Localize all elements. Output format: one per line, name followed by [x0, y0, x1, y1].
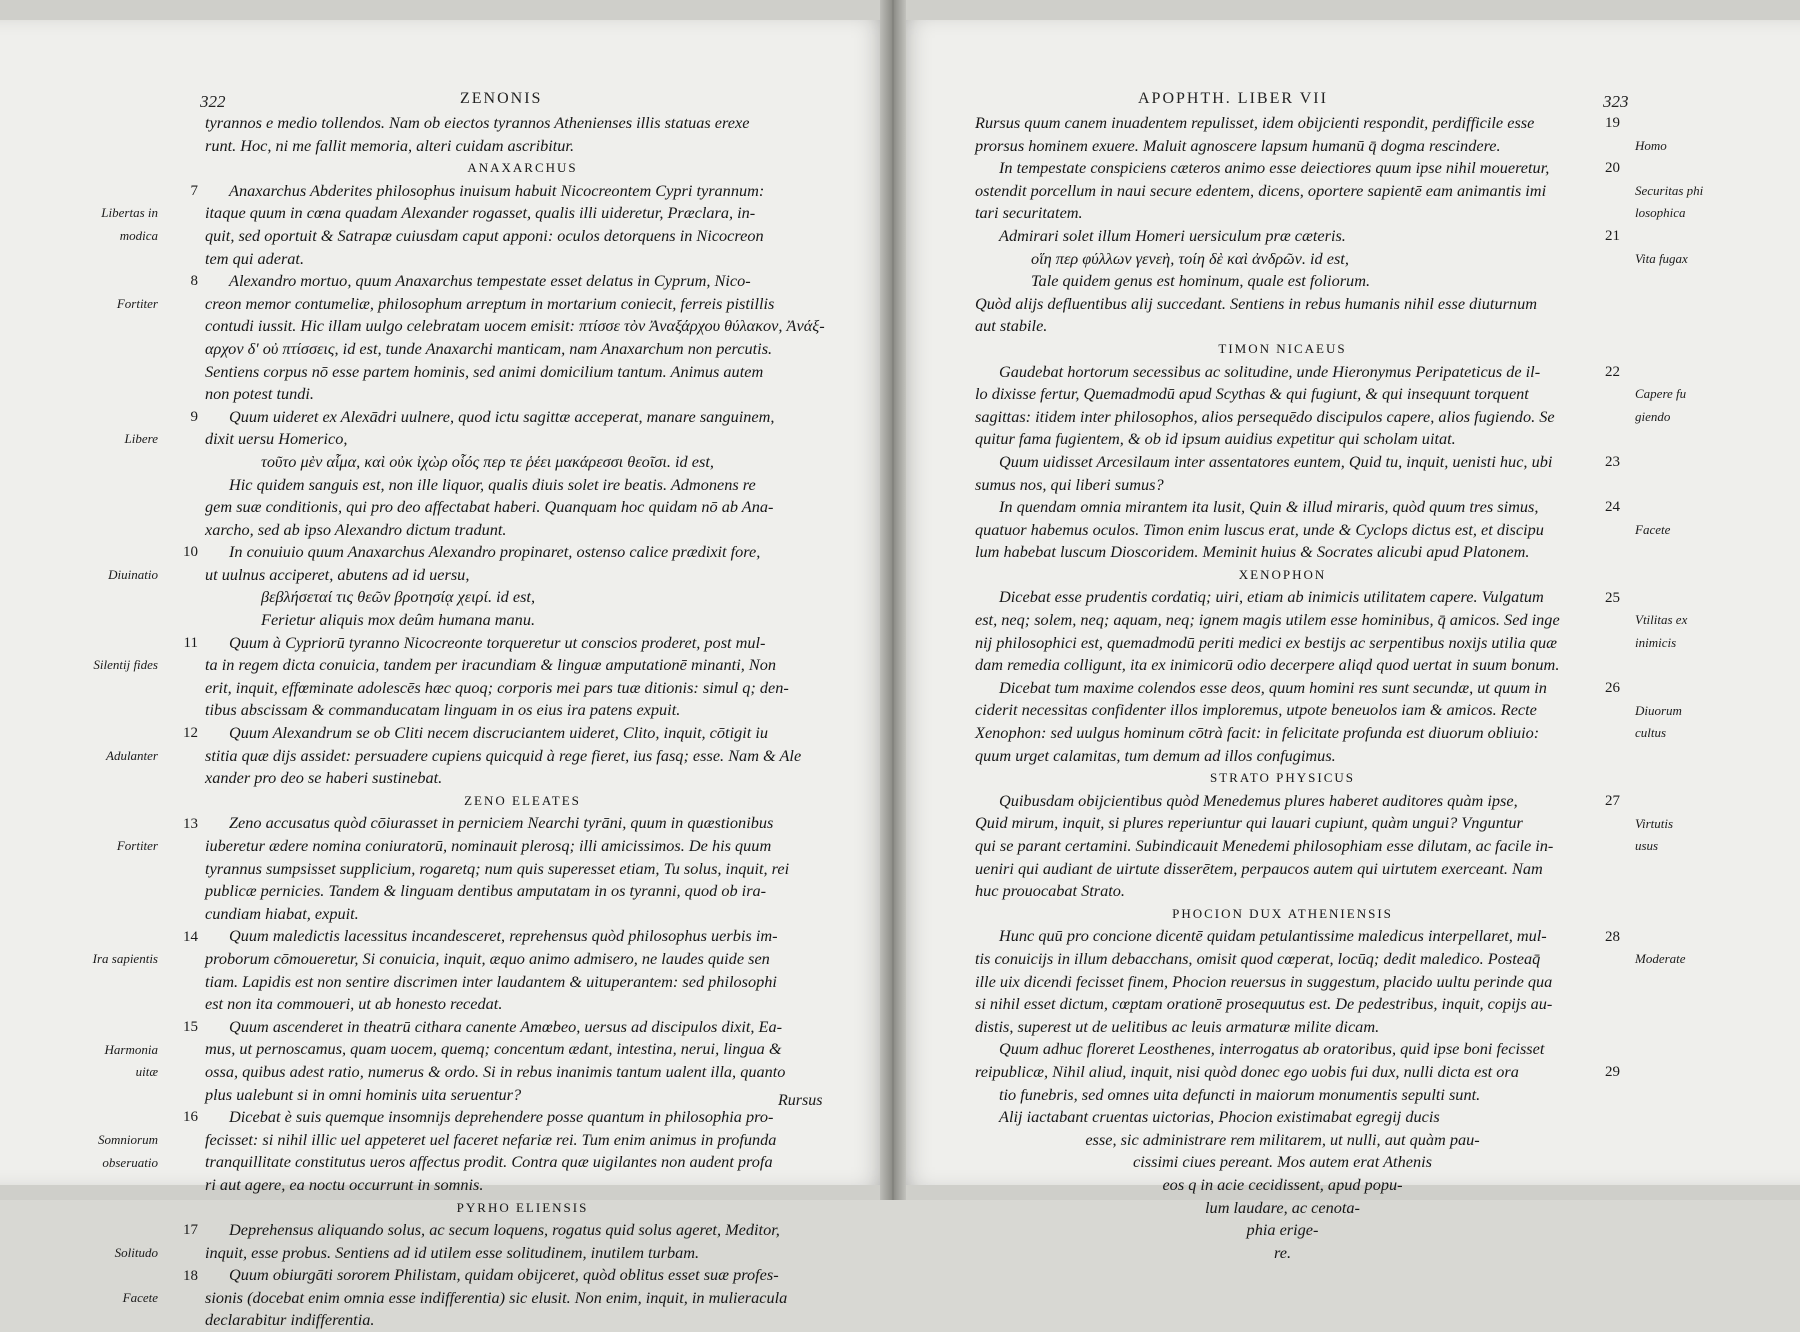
text-line: Hic quidem sanguis est, non ille liquor, qualis diuis solet ire beatis. Admonens re: [229, 474, 756, 494]
text-line: Sentiens corpus nō esse partem hominis, sed animi domicilium tantum. Animus autem: [205, 361, 764, 381]
text-line: Quum uideret ex Alexādri uulnere, quod ictu sagittæ acceperat, manare sanguinem,: [229, 406, 775, 426]
text-line: cissimi ciues pereant. Mos autem erat Athenis: [1133, 1152, 1432, 1172]
section-number: 29: [1605, 1064, 1620, 1081]
text-line: mus, ut pernoscamus, quam uocem, quemq; concentum ædant, intestina, nerui, lingua &: [205, 1039, 782, 1059]
text-line: Hunc quū pro concione dicentē quidam petulantissime maledicus interpellaret, mul-: [999, 926, 1547, 946]
section-number: 7: [190, 182, 198, 199]
text-line: Zeno accusatus quòd cōiurasset in perniciem Nearchi tyrāni, quum in quæstionibus: [229, 813, 774, 833]
margin-note: Moderate: [1635, 951, 1686, 967]
text-line: quatuor habemus oculos. Timon enim luscus erat, unde & Cyclops dictus est, et discipu: [975, 519, 1544, 539]
margin-note: Diuorum: [1635, 702, 1682, 718]
section-number: 27: [1605, 793, 1620, 809]
text-line: prorsus hominem exuere. Maluit agnoscere lapsum humanū q̄ dogma rescindere.: [975, 135, 1501, 155]
text-line: Xenophon: sed uulgus hominum cōtrà facit: in felicitate profunda est diuorum obliuio:: [975, 723, 1540, 743]
text-line: sionis (docebat enim omnia esse indifferentia) sic elusit. Non enim, inquit, in mulieracula: [205, 1287, 788, 1307]
text-line: quitur fama fugientem, & ob id ipsum auidius expetitur qui scholam uitat.: [975, 429, 1456, 449]
text-line: tibus abscissam & commanducatam linguam in os eius ira patens expuit.: [205, 700, 681, 720]
text-line: nij philosophici est, quemadmodū periti medici ex bestijs ac serpentibus noxijs utilia quæ: [975, 632, 1557, 652]
section-number: 21: [1605, 228, 1620, 244]
text-line: plus ualebunt si in omni hominis uita seruentur?: [205, 1084, 522, 1104]
text-line: inquit, esse probus. Sentiens ad id utilem esse solitudinem, inutilem turbam.: [205, 1242, 700, 1262]
margin-note: Harmonia: [104, 1041, 158, 1057]
margin-note: Securitas phi: [1635, 182, 1704, 198]
text-line: lum habebat luscum Dioscoridem. Meminit huius & Socrates alicubi apud Platonem.: [975, 542, 1530, 562]
margin-note: Somniorum: [98, 1132, 158, 1147]
section-number: 14: [183, 928, 198, 945]
margin-note: Facete: [122, 1290, 158, 1306]
text-line: Ferietur aliquis mox deûm humana manu.: [261, 610, 536, 630]
text-line: Alij iactabant cruentas uictorias, Phocion existimabat egregij ducis: [999, 1107, 1440, 1127]
text-line: tiam. Lapidis est non sentire discrimen inter laudantem & uituperantem: sed philosophi: [205, 971, 777, 991]
text-line: eos q in acie cecidissent, apud popu-: [1162, 1174, 1403, 1194]
text-line: aut stabile.: [975, 316, 1048, 336]
text-line: tio funebris, sed omnes uita defuncti in maiorum monumentis sepulti sunt.: [999, 1084, 1481, 1104]
catchword: Rursus: [778, 1092, 823, 1109]
margin-note: Vtilitas ex: [1635, 612, 1688, 628]
text-line: declarabitur indifferentia.: [205, 1310, 375, 1330]
text-line: ostendit porcellum in naui secure edentem, dicens, oportere sapientē eam animantis imi: [975, 180, 1547, 200]
running-head: ZENONIS: [460, 90, 543, 107]
page-number: 322: [200, 92, 226, 111]
margin-note: Libertas in: [101, 205, 158, 221]
margin-note: obseruatio: [102, 1154, 158, 1170]
margin-note: losophica: [1635, 205, 1686, 221]
text-line: In quendam omnia mirantem ita lusit, Quin & illud miraris, quòd quum tres simus,: [999, 497, 1539, 517]
text-line: ciderit necessitas confidenter illos imploremus, utpote beneuolos iam & amicos. Recte: [975, 700, 1537, 720]
section-number: 11: [183, 634, 198, 651]
section-number: 18: [183, 1267, 198, 1284]
text-line: distis, superest ut de uelitibus ac leuis armaturæ milite dicam.: [975, 1016, 1380, 1036]
text-line: est non ita commoueri, ut ab honesto recedat.: [205, 994, 503, 1014]
margin-note: Vita fugax: [1635, 250, 1688, 266]
text-line: huc prouocabat Strato.: [975, 881, 1125, 901]
text-line: dixit uersu Homerico,: [205, 429, 348, 449]
text-line: Quum à Cypriorū tyranno Nicocreonte torqueretur ut conscios proderet, post mul-: [229, 632, 766, 652]
book-gutter: [880, 0, 906, 1200]
text-line: proborum cōmoueretur, Si conuicia, inquit, æquo animo admisero, ne laudes quide sen: [205, 948, 770, 968]
text-line: xarcho, sed ab ipso Alexandro dictum tradunt.: [205, 519, 507, 539]
text-line: tyrannos e medio tollendos. Nam ob eiectos tyrannos Athenienses illis statuas erexe: [205, 113, 750, 132]
text-line: Quum maledictis lacessitus incandesceret, reprehensus quòd philosophus uerbis im-: [229, 926, 778, 946]
margin-note: Facete: [1635, 521, 1671, 537]
text-line: tis conuicijs in illum debacchans, omisit quod cœperat, locūq; dedit maledico. Posteaq̄: [975, 948, 1541, 968]
page-number: 323: [1603, 92, 1629, 111]
right-page: [893, 20, 1800, 1262]
margin-note: Virtutis: [1635, 815, 1674, 831]
text-line: Admirari solet illum Homeri uersiculum præ cæteris.: [999, 225, 1346, 245]
text-line: sagittas: itidem inter philosophos, alios persequēdo discipulos capere, alios fugiendo. Se: [975, 406, 1555, 426]
text-line: non potest tundi.: [205, 384, 314, 404]
text-line: Dicebat è suis quemque insomnijs deprehendere posse quantum in philosophia pro-: [229, 1107, 774, 1127]
text-line: ueniri qui audiant de uirtute disserētem, perpaucos autem qui uirtutem exerceant. Nam: [975, 858, 1543, 878]
text-line: dam remedia colligunt, ita ex inimicorū odio decerpere aliqd quod uertat in suum bonum.: [975, 655, 1560, 675]
section-number: 17: [183, 1222, 198, 1239]
margin-note: inimicis: [1635, 634, 1677, 650]
main-text: [975, 112, 1590, 1264]
text-line: contudi iussit. Hic illam uulgo celebratam uocem emisit: πτίσσε τὸν Ἀναξάρχου θύλακον, Ἀνάξ-: [205, 316, 825, 336]
text-line: Gaudebat hortorum secessibus ac solitudine, unde Hieronymus Peripateticus de il-: [999, 361, 1541, 381]
margin-note: Homo: [1635, 137, 1667, 153]
text-line: quum urget calamitas, tum demum ad illos confugimus.: [975, 745, 1336, 765]
section-number: 19: [1605, 115, 1620, 131]
margin-note: Solitudo: [114, 1245, 158, 1260]
section-heading: PHOCION DUX ATHENIENSIS: [1172, 905, 1393, 921]
text-line: tyrannus sumpsisset supplicium, rogaretq; num quis superesset etiam, Tu solus, inquit, rei: [205, 858, 790, 878]
text-line: creon memor contumeliæ, philosophum arreptum in mortarium coniecit, ferreis pistillis: [205, 293, 775, 313]
margin-note: Fortiter: [116, 295, 158, 311]
margin-note: Silentij fides: [93, 657, 158, 673]
text-line: lum laudare, ac cenota-: [1205, 1197, 1360, 1217]
text-line: Quum adhuc floreret Leosthenes, interrogatus ab oratoribus, quid ipse boni fecisset: [999, 1039, 1545, 1059]
section-heading: PYRHO ELIENSIS: [456, 1199, 589, 1215]
margin-note: Libere: [124, 431, 158, 447]
text-line: ossa, quibus adest ratio, numerus & ordo. Si in rebus inanimis tantum ualent illa, quanto: [205, 1061, 786, 1081]
section-number: 20: [1605, 160, 1620, 177]
margin-note: uitæ: [135, 1064, 158, 1080]
text-line: tari securitatem.: [975, 203, 1083, 223]
text-line: sumus nos, qui liberi sumus?: [975, 474, 1164, 494]
section-number: 8: [190, 273, 198, 290]
section-number: 28: [1605, 928, 1620, 945]
text-line: si nihil esset dictum, cœptam orationē prosequutus est. De pedestribus, inquit, copijs au-: [975, 994, 1553, 1014]
main-text: [205, 112, 840, 1332]
margin-note: Ira sapientis: [92, 951, 158, 967]
text-line: erit, inquit, effœminate adolescēs hæc quoq; corporis mei pars tuæ ditionis: simul q; den-: [205, 677, 789, 697]
margin-note: Capere fu: [1635, 386, 1687, 402]
text-line: fecisset: si nihil illic uel appeteret uel faceret nefariæ rei. Tum enim animus in profunda: [205, 1129, 777, 1149]
section-number: 12: [183, 725, 198, 742]
section-number: 23: [1605, 454, 1620, 470]
section-heading: ANAXARCHUS: [467, 160, 578, 176]
text-line: phia erige-: [1246, 1220, 1319, 1240]
section-number: 10: [183, 544, 198, 561]
text-line: ta in regem dicta conuicia, tandem per iracundiam & linguæ amputationē minanti, Non: [205, 655, 776, 675]
margin-note: giendo: [1635, 408, 1671, 424]
section-heading: TIMON NICAEUS: [1218, 340, 1347, 356]
text-line: esse, sic administrare rem militarem, ut nulli, aut quàm pau-: [1085, 1129, 1480, 1149]
text-line: qui se parant certamini. Subindicauit Menedemi philosophiam esse dilutam, ac facile in-: [975, 836, 1554, 855]
section-number: 15: [183, 1019, 198, 1035]
text-line: tranquillitate constitutus ueros affectus prodit. Contra quæ uigilantes non audent profa: [205, 1152, 773, 1172]
text-line: re.: [1273, 1242, 1292, 1262]
left-page: [0, 20, 893, 1330]
section-heading: ZENO ELEATES: [464, 792, 581, 808]
text-line: runt. Hoc, ni me fallit memoria, alteri cuidam ascribitur.: [205, 135, 575, 155]
text-line: Tale quidem genus est hominum, quale est foliorum.: [1031, 271, 1371, 291]
text-line: publicæ pernicies. Tandem & linguam dentibus amputatam in os tyranni, quod ob ira-: [205, 881, 767, 901]
text-line: Quum obiurgāti sororem Philistam, quidam obijceret, quòd oblitus esset suæ profes-: [229, 1265, 779, 1285]
text-line: Anaxarchus Abderites philosophus inuisum habuit Nicocreontem Cypri tyrannum:: [229, 180, 765, 200]
section-number: 22: [1605, 363, 1620, 380]
text-line: reipublicæ, Nihil aliud, inquit, nisi quòd donec ego uobis fui dux, nulli dicta est ora: [975, 1061, 1519, 1081]
text-line: οἵη περ φύλλων γενεὴ, τοίη δὲ καὶ ἀνδρῶν. id est,: [1031, 248, 1349, 268]
text-line: tem qui aderat.: [205, 248, 305, 268]
text-line: Alexandro mortuo, quum Anaxarchus tempestate esset delatus in Cyprum, Nico-: [229, 271, 751, 291]
section-heading: XENOPHON: [1238, 566, 1327, 582]
text-line: ille uix dicendi fecisset finem, Phocion reuersus in suggestum, placido uultu perinde qua: [975, 971, 1553, 991]
text-line: lo dixisse fertur, Quemadmodū apud Scythas & qui fugiunt, & qui insequunt torquent: [975, 384, 1529, 404]
margin-note: Fortiter: [116, 838, 158, 854]
text-line: Quibusdam obijcientibus quòd Menedemus plures haberet auditores quàm ipse,: [999, 790, 1518, 810]
text-line: gem suæ conditionis, qui pro deo affectabat haberi. Quanquam hoc quidam nō ab Ana-: [205, 497, 774, 517]
text-line: Quum ascenderet in theatrū cithara canente Amœbeo, uersus ad discipulos dixit, Ea-: [229, 1016, 783, 1036]
margin-note: Diuinatio: [108, 567, 158, 582]
text-line: In tempestate conspiciens cæteros animo esse deiectiores quum ipse nihil moueretur,: [999, 158, 1550, 178]
text-line: τοῦτο μὲν αἷμα, καὶ οὐκ ἰχὼρ οἷός περ τε ῥέει μακάρεσσι θεοῖσι. id est,: [261, 451, 714, 471]
text-line: Quum uidisset Arcesilaum inter assentatores euntem, Quid tu, inquit, uenisti huc, ubi: [999, 451, 1553, 471]
text-line: Quid mirum, inquit, si plures reperiuntur qui lauari cupiunt, quàm ungui? Vnguntur: [975, 813, 1523, 833]
section-number: 9: [190, 408, 198, 425]
running-head: APOPHTH. LIBER VII: [1138, 90, 1328, 107]
text-line: iuberetur ædere nomina coniuratorū, nominauit plerosq; illi amicissimos. De his quum: [205, 836, 772, 855]
text-line: Rursus quum canem inuadentem repulisset, idem obijcienti respondit, perdifficile esse: [975, 113, 1535, 132]
text-line: αρχον δ' οὐ πτίσσεις, id est, tunde Anaxarchi manticam, nam Anaxarchum non percutis.: [205, 338, 773, 358]
text-line: Dicebat tum maxime colendos esse deos, quum homini res sunt secundæ, ut quum in: [999, 677, 1547, 697]
text-line: Deprehensus aliquando solus, ac secum loquens, rogatus quid solus ageret, Meditor,: [229, 1220, 780, 1240]
text-line: est, neq; solem, neq; aquam, neq; ignem magis utilem esse hominibus, q̄ amicos. Sed inge: [975, 610, 1560, 630]
section-number: 25: [1605, 589, 1620, 606]
section-number: 26: [1605, 680, 1620, 696]
section-number: 24: [1605, 499, 1620, 516]
section-heading: STRATO PHYSICUS: [1210, 770, 1355, 786]
text-line: quit, sed oportuit & Satrapæ cuiusdam caput apponi: oculos detorquens in Nicocreon: [205, 225, 764, 245]
section-number: 16: [183, 1109, 198, 1126]
text-line: Dicebat esse prudentis cordatiq; uiri, etiam ab inimicis utilitatem capere. Vulgatum: [999, 587, 1544, 607]
text-line: stitia quæ dijs assidet: persuadere cupiens quicquid à rege fieret, ius fasq; esse. Nam & Ale: [205, 745, 802, 765]
margin-note: usus: [1635, 838, 1659, 854]
margin-note: cultus: [1635, 725, 1667, 741]
text-line: Quum Alexandrum se ob Cliti necem discruciantem uideret, Clito, inquit, cōtigit iu: [229, 723, 769, 743]
text-line: βεβλήσεταί τις θεῶν βροτησίᾳ χειρί. id est,: [261, 587, 536, 607]
text-line: cundiam hiabat, expuit.: [205, 903, 359, 923]
section-number: 13: [183, 815, 198, 832]
text-line: ut uulnus acciperet, abutens ad id uersu,: [205, 564, 470, 584]
text-line: itaque quum in cœna quadam Alexander rogasset, qualis illi uideretur, Præclara, in-: [205, 203, 756, 223]
text-line: In conuiuio quum Anaxarchus Alexandro propinaret, ostenso calice prædixit fore,: [229, 542, 761, 562]
margin-note: modica: [119, 228, 158, 243]
text-line: Quòd alijs defluentibus alij succedant. Sentiens in rebus humanis nihil esse diuturnum: [975, 293, 1537, 313]
margin-note: Adulanter: [106, 747, 158, 763]
text-line: xander pro deo se haberi sustinebat.: [205, 768, 443, 788]
text-line: ri aut agere, ea noctu occurrunt in somnis.: [205, 1174, 484, 1194]
